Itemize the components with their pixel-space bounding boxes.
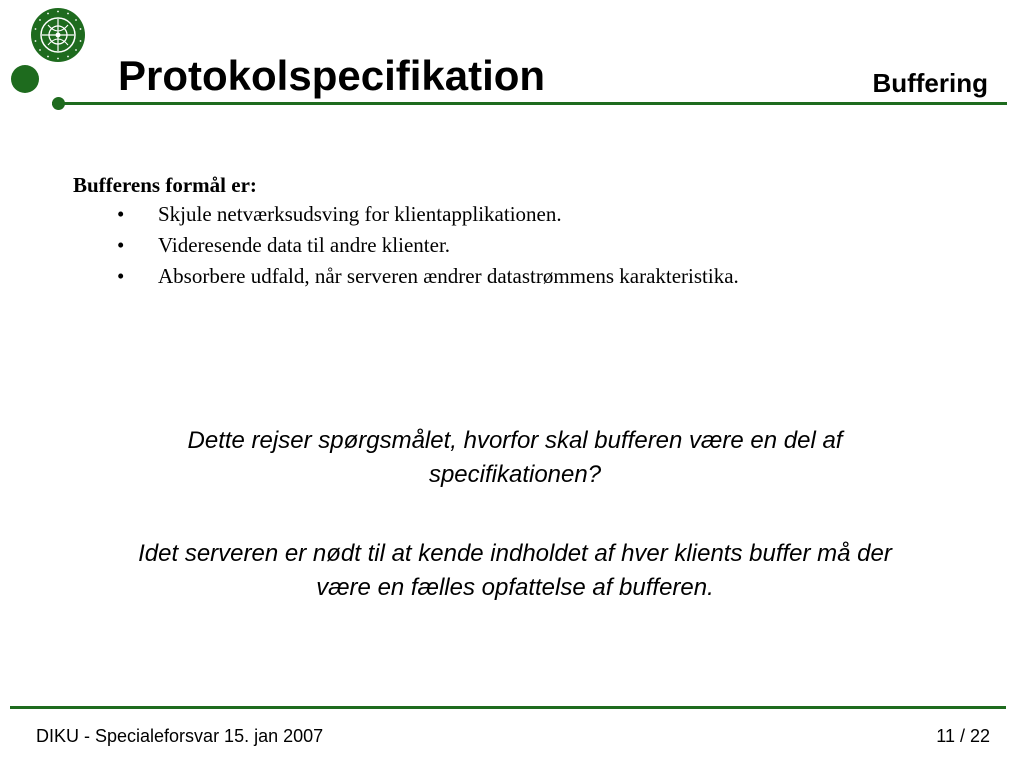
list-item bbox=[73, 231, 739, 262]
slide-title: Protokolspecifikation bbox=[118, 52, 546, 99]
list-item bbox=[73, 200, 739, 231]
purpose-heading: Bufferens formål er: bbox=[73, 173, 257, 197]
answer-line: Idet serveren er nødt til at kende indholdet af hver klients buffer må der bbox=[138, 540, 892, 567]
bullet-marker: • bbox=[117, 233, 125, 257]
question-paragraph bbox=[40, 424, 990, 492]
question-line: specifikationen? bbox=[428, 461, 602, 488]
bullet-text: Skjule netværksudsving for klientapplikationen. bbox=[158, 202, 562, 226]
footer-divider bbox=[10, 706, 1006, 709]
bullet-marker: • bbox=[117, 202, 125, 226]
header-divider bbox=[52, 102, 1007, 105]
section-title: Buffering bbox=[872, 68, 988, 98]
decorative-dot-large bbox=[11, 65, 39, 93]
bullet-text: Absorbere udfald, når serveren ændrer datastrømmens karakteristika. bbox=[158, 264, 739, 288]
bullet-text: Videresende data til andre klienter. bbox=[158, 233, 451, 257]
question-line: Dette rejser spørgsmålet, hvorfor skal bufferen være en del af bbox=[187, 427, 843, 454]
list-item bbox=[73, 262, 739, 293]
answer-line: være en fælles opfattelse af bufferen. bbox=[316, 574, 714, 601]
bullet-marker: • bbox=[117, 264, 125, 288]
purpose-bullet-list bbox=[73, 200, 739, 293]
answer-paragraph bbox=[40, 537, 990, 605]
footer-event-info: DIKU - Specialeforsvar 15. jan 2007 bbox=[36, 726, 324, 746]
page-number: 11 / 22 bbox=[936, 726, 990, 746]
university-seal-logo bbox=[30, 7, 86, 63]
